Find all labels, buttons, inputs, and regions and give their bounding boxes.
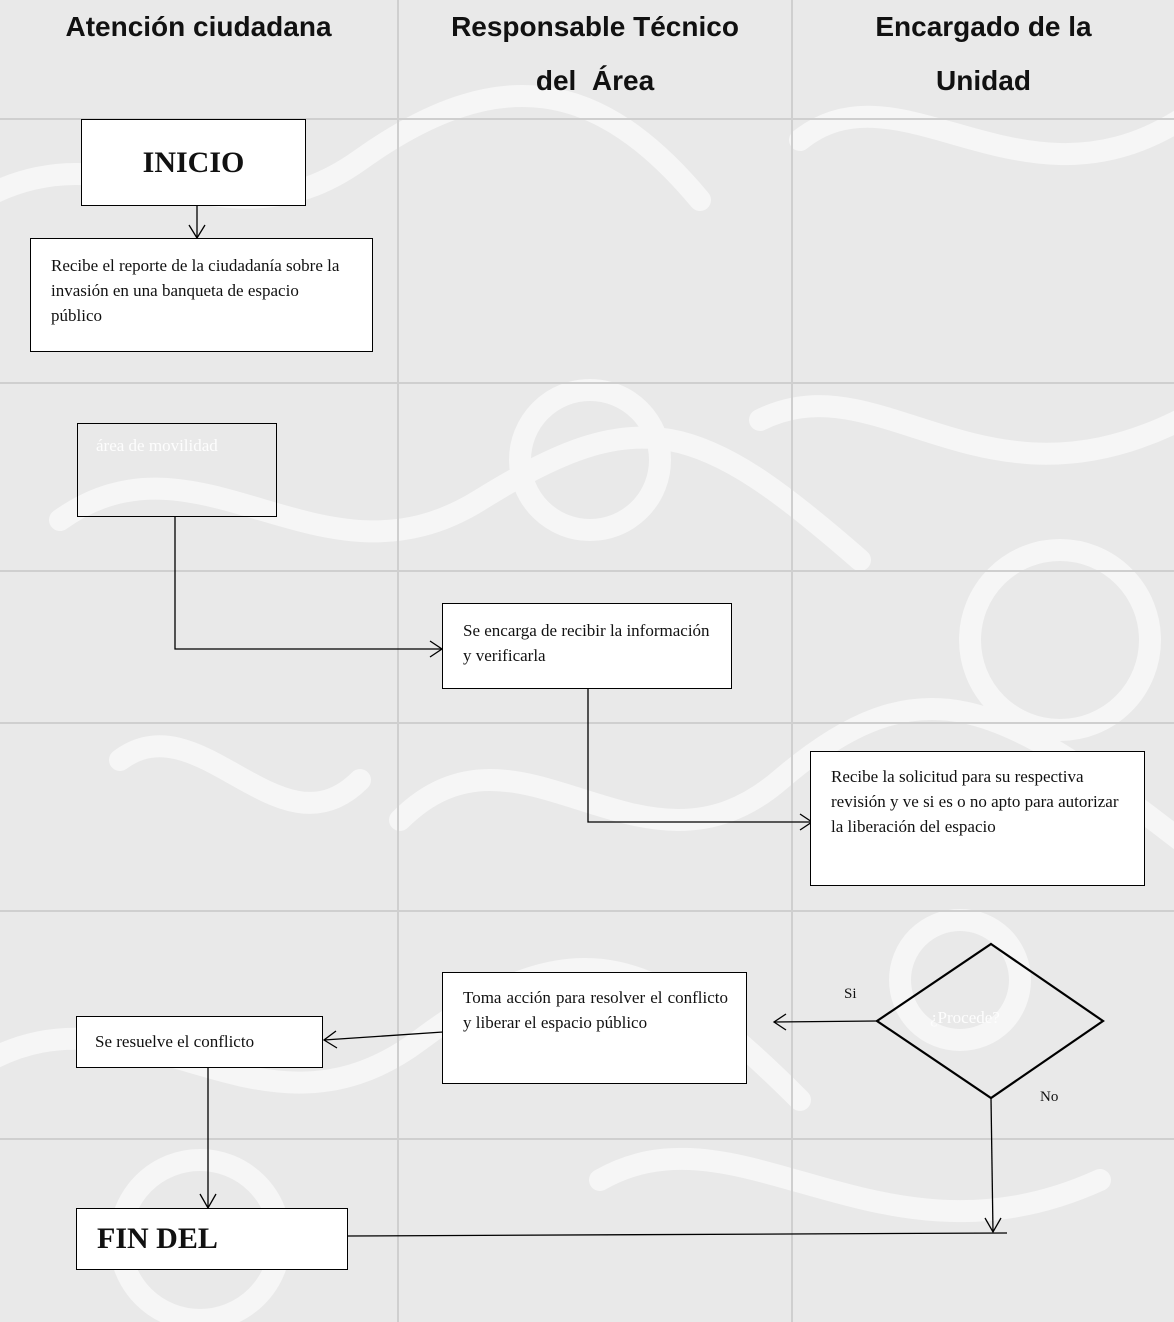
review-request-box [810, 751, 1145, 886]
connector-end-line [348, 1233, 1007, 1236]
start-label: INICIO [142, 145, 245, 179]
lane-header-responsable-line1: Responsable Técnico [451, 11, 739, 42]
resolve-box [76, 1016, 323, 1068]
receive-report-text: Recibe el reporte de la ciudadanía sobre la invasión en una banqueta de espacio público [51, 256, 340, 325]
start-box [81, 119, 306, 206]
connector-action-resolve [324, 1032, 443, 1040]
verify-info-box [442, 603, 732, 689]
receive-report-box [30, 238, 373, 352]
no-label: No [1040, 1089, 1059, 1105]
resolve-text: Se resuelve el conflicto [95, 1032, 255, 1051]
end-label: FIN DEL [97, 1222, 218, 1255]
decision-label: ¿Procede? [930, 1008, 1000, 1027]
send-mobility-box [77, 423, 277, 517]
decision-text [930, 1008, 1050, 1028]
take-action-text: Toma acción para resolver el conflicto y liberar el espacio público [463, 988, 728, 1032]
connector-decision-action [774, 1021, 877, 1022]
lane-header-responsable-line2: del Área [535, 65, 655, 96]
yes-label: Si [844, 986, 857, 1002]
connector-mobility-verify [175, 517, 442, 649]
connector-verify-review [588, 689, 812, 822]
lane-header-ciudadana-text: Atención ciudadana [65, 11, 332, 42]
end-box [76, 1208, 348, 1270]
verify-info-text: Se encarga de recibir la información y verificarla [463, 621, 710, 665]
send-mobility-text: área de movilidad [96, 436, 218, 455]
lane-header-encargado-line1: Encargado de la [875, 11, 1092, 42]
lane-header-encargado-line2: Unidad [936, 65, 1031, 96]
connector-decision-no [991, 1098, 993, 1232]
review-request-text: Recibe la solicitud para su respectiva revisión y ve si es o no apto para autorizar la liberación del espacio [831, 767, 1119, 836]
take-action-box [442, 972, 747, 1084]
